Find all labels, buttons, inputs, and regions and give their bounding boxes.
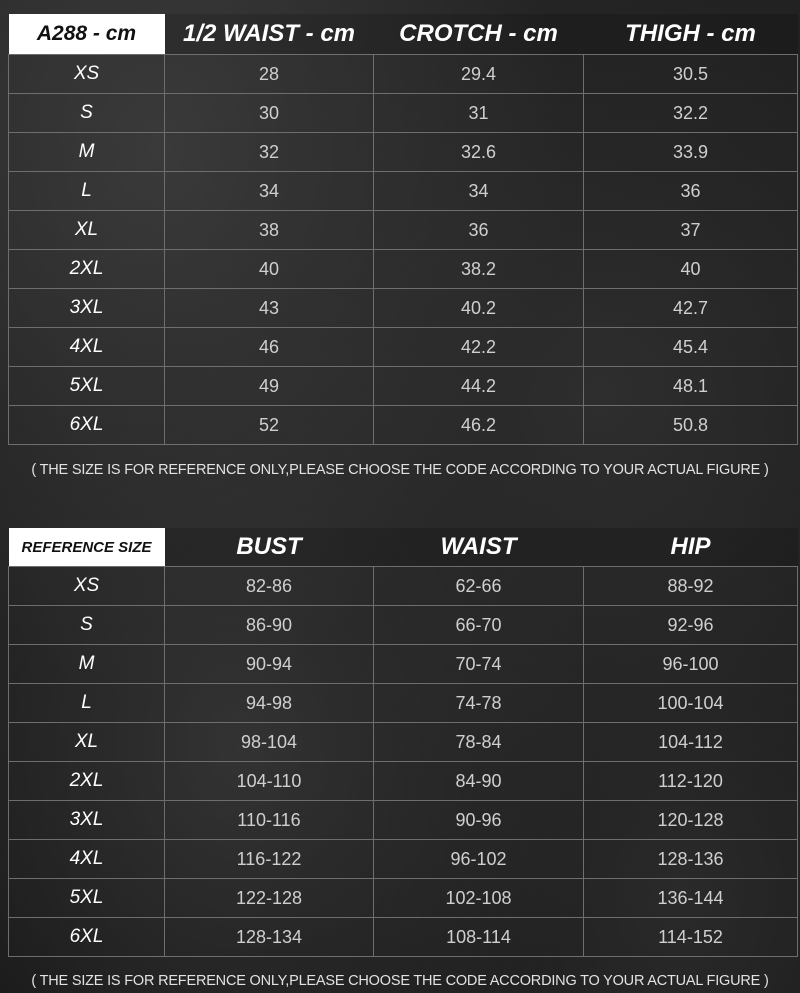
size-cell: XS <box>9 567 165 606</box>
reference-size-header: REFERENCE SIZE <box>9 528 165 567</box>
size-cell: XS <box>9 55 165 94</box>
thigh-cell: 40 <box>584 250 798 289</box>
thigh-header: THIGH - cm <box>584 14 798 55</box>
crotch-cell: 31 <box>374 94 584 133</box>
table-row <box>9 406 798 445</box>
thigh-cell: 37 <box>584 211 798 250</box>
hip-cell: 88-92 <box>584 567 798 606</box>
size-cell: 2XL <box>9 762 165 801</box>
hip-cell: 92-96 <box>584 606 798 645</box>
crotch-cell: 36 <box>374 211 584 250</box>
waist-cell: 62-66 <box>374 567 584 606</box>
thigh-cell: 32.2 <box>584 94 798 133</box>
size-cell: 5XL <box>9 879 165 918</box>
size-cell: 6XL <box>9 918 165 957</box>
table-row <box>9 94 798 133</box>
thigh-cell: 33.9 <box>584 133 798 172</box>
size-cell: L <box>9 172 165 211</box>
crotch-cell: 38.2 <box>374 250 584 289</box>
bust-cell: 110-116 <box>165 801 374 840</box>
bust-cell: 98-104 <box>165 723 374 762</box>
reference-size-table <box>8 528 798 957</box>
hip-cell: 120-128 <box>584 801 798 840</box>
waist-cell: 96-102 <box>374 840 584 879</box>
waist-cell: 84-90 <box>374 762 584 801</box>
table-row <box>9 840 798 879</box>
size-cell: 4XL <box>9 840 165 879</box>
table-row <box>9 567 798 606</box>
half-waist-header: 1/2 WAIST - cm <box>165 14 374 55</box>
half-waist-cell: 34 <box>165 172 374 211</box>
waist-header: WAIST <box>374 528 584 567</box>
half-waist-cell: 28 <box>165 55 374 94</box>
half-waist-cell: 43 <box>165 289 374 328</box>
crotch-cell: 46.2 <box>374 406 584 445</box>
hip-cell: 114-152 <box>584 918 798 957</box>
bust-cell: 90-94 <box>165 645 374 684</box>
bust-cell: 86-90 <box>165 606 374 645</box>
table-row <box>9 879 798 918</box>
hip-header: HIP <box>584 528 798 567</box>
size-cell: 5XL <box>9 367 165 406</box>
size-cell: S <box>9 606 165 645</box>
half-waist-cell: 38 <box>165 211 374 250</box>
table-row <box>9 367 798 406</box>
table-row <box>9 918 798 957</box>
half-waist-cell: 40 <box>165 250 374 289</box>
thigh-cell: 48.1 <box>584 367 798 406</box>
model-code-header: A288 - cm <box>9 14 165 55</box>
hip-cell: 136-144 <box>584 879 798 918</box>
size-cell: 6XL <box>9 406 165 445</box>
waist-cell: 78-84 <box>374 723 584 762</box>
thigh-cell: 30.5 <box>584 55 798 94</box>
hip-cell: 128-136 <box>584 840 798 879</box>
half-waist-cell: 49 <box>165 367 374 406</box>
hip-cell: 112-120 <box>584 762 798 801</box>
thigh-cell: 45.4 <box>584 328 798 367</box>
table-row <box>9 684 798 723</box>
bust-cell: 104-110 <box>165 762 374 801</box>
hip-cell: 100-104 <box>584 684 798 723</box>
size-cell: M <box>9 133 165 172</box>
size-cell: 3XL <box>9 289 165 328</box>
half-waist-cell: 32 <box>165 133 374 172</box>
size-cell: 2XL <box>9 250 165 289</box>
bust-cell: 116-122 <box>165 840 374 879</box>
table-row <box>9 606 798 645</box>
hip-cell: 96-100 <box>584 645 798 684</box>
size-cell: L <box>9 684 165 723</box>
table-row <box>9 801 798 840</box>
waist-cell: 70-74 <box>374 645 584 684</box>
table-row <box>9 723 798 762</box>
waist-cell: 66-70 <box>374 606 584 645</box>
bust-cell: 94-98 <box>165 684 374 723</box>
waist-cell: 90-96 <box>374 801 584 840</box>
table-row <box>9 133 798 172</box>
size-cell: S <box>9 94 165 133</box>
crotch-cell: 32.6 <box>374 133 584 172</box>
waist-cell: 74-78 <box>374 684 584 723</box>
thigh-cell: 36 <box>584 172 798 211</box>
table-row <box>9 250 798 289</box>
table-row <box>9 645 798 684</box>
table-row <box>9 762 798 801</box>
half-waist-cell: 30 <box>165 94 374 133</box>
size-cell: XL <box>9 723 165 762</box>
table-header-row <box>9 528 798 567</box>
table-header-row <box>9 14 798 55</box>
bust-cell: 128-134 <box>165 918 374 957</box>
table-row <box>9 55 798 94</box>
size-cell: M <box>9 645 165 684</box>
crotch-cell: 42.2 <box>374 328 584 367</box>
waist-cell: 102-108 <box>374 879 584 918</box>
bust-cell: 82-86 <box>165 567 374 606</box>
half-waist-cell: 52 <box>165 406 374 445</box>
waist-cell: 108-114 <box>374 918 584 957</box>
table-row <box>9 289 798 328</box>
crotch-cell: 34 <box>374 172 584 211</box>
bust-header: BUST <box>165 528 374 567</box>
thigh-cell: 50.8 <box>584 406 798 445</box>
crotch-cell: 44.2 <box>374 367 584 406</box>
thigh-cell: 42.7 <box>584 289 798 328</box>
crotch-header: CROTCH - cm <box>374 14 584 55</box>
hip-cell: 104-112 <box>584 723 798 762</box>
crotch-cell: 40.2 <box>374 289 584 328</box>
size-cell: 4XL <box>9 328 165 367</box>
reference-note: ( THE SIZE IS FOR REFERENCE ONLY,PLEASE CHOOSE THE CODE ACCORDING TO YOUR ACTUAL FIGURE ) <box>31 462 769 478</box>
size-cell: 3XL <box>9 801 165 840</box>
table-row <box>9 328 798 367</box>
table-row <box>9 211 798 250</box>
table-row <box>9 172 798 211</box>
crotch-cell: 29.4 <box>374 55 584 94</box>
size-cell: XL <box>9 211 165 250</box>
bust-cell: 122-128 <box>165 879 374 918</box>
half-waist-cell: 46 <box>165 328 374 367</box>
measurement-size-table <box>8 14 798 445</box>
reference-note-bottom: ( THE SIZE IS FOR REFERENCE ONLY,PLEASE CHOOSE THE CODE ACCORDING TO YOUR ACTUAL FIGURE ) <box>31 973 769 989</box>
